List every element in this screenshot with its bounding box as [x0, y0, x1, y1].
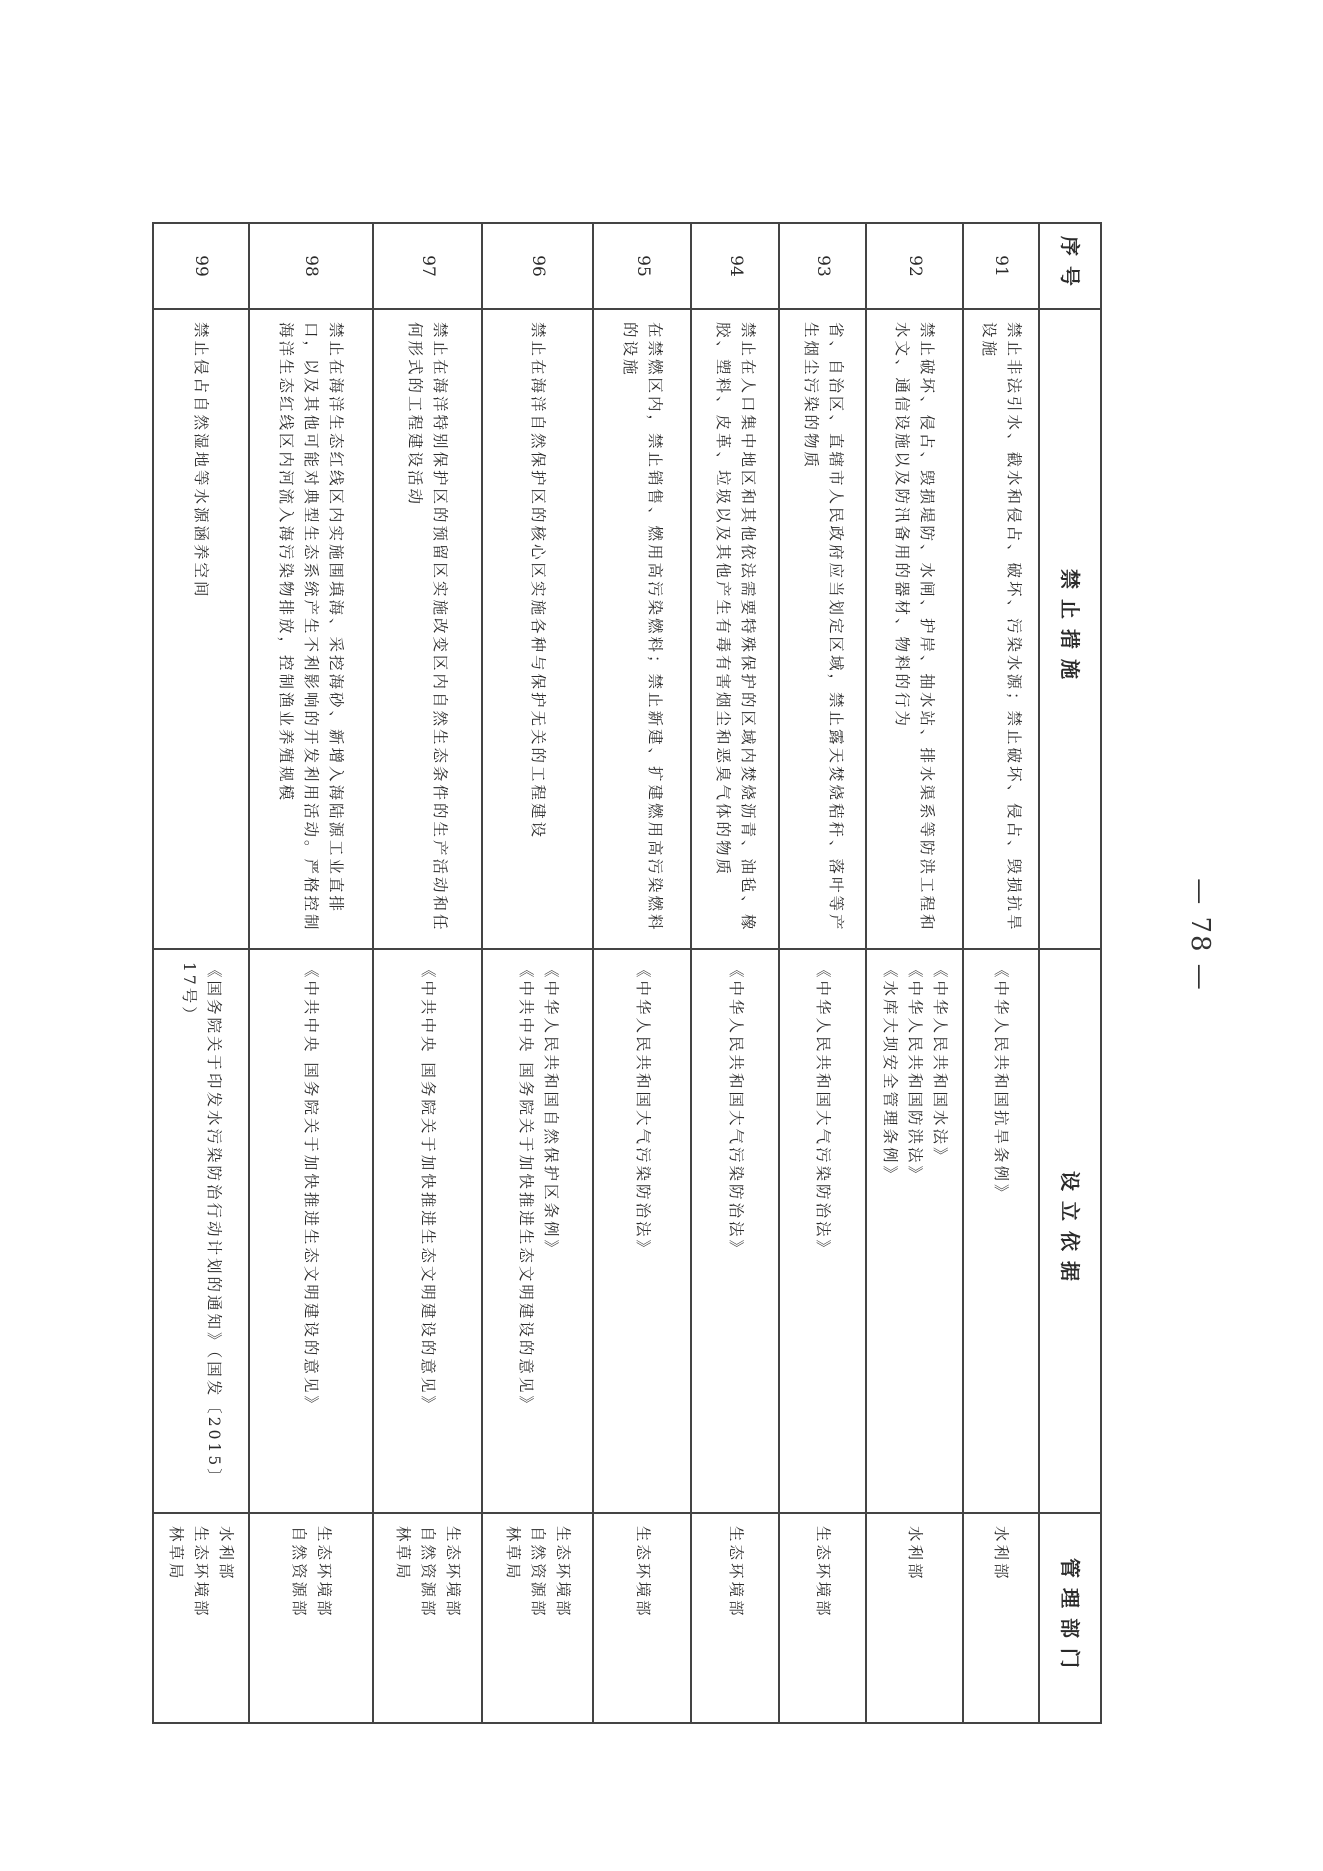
row-dept: 水利部 生态环境部 林草局	[153, 1513, 249, 1723]
row-basis: 《中共中央 国务院关于加快推进生态文明建设的意见》	[373, 949, 482, 1513]
row-basis: 《国务院关于印发水污染防治行动计划的通知》（国发〔2015〕17号）	[153, 949, 249, 1513]
row-measure: 省、自治区、直辖市人民政府应当划定区域，禁止露天焚烧秸秆、落叶等产生烟尘污染的物质	[779, 309, 866, 949]
header-dept: 管理部门	[1039, 1513, 1101, 1723]
row-basis: 《中华人民共和国抗旱条例》	[963, 949, 1039, 1513]
page-number: — 78 —	[1185, 878, 1215, 992]
row-dept: 生态环境部	[779, 1513, 866, 1723]
prohibition-table	[152, 222, 1102, 1724]
row-basis: 《中华人民共和国大气污染防治法》	[779, 949, 866, 1513]
row-dept: 水利部	[866, 1513, 963, 1723]
table-row	[866, 223, 963, 1723]
row-seq: 93	[779, 223, 866, 309]
table-row	[779, 223, 866, 1723]
row-seq: 91	[963, 223, 1039, 309]
row-dept: 生态环境部 自然资源部	[249, 1513, 373, 1723]
row-basis: 《中共中央 国务院关于加快推进生态文明建设的意见》	[249, 949, 373, 1513]
header-basis: 设立依据	[1039, 949, 1101, 1513]
row-measure: 禁止在海洋特别保护区的预留区实施改变区内自然生态条件的生产活动和任何形式的工程建设活动	[373, 309, 482, 949]
row-measure: 禁止在海洋自然保护区的核心区实施各种与保护无关的工程建设	[482, 309, 593, 949]
row-seq: 99	[153, 223, 249, 309]
row-seq: 97	[373, 223, 482, 309]
row-dept: 生态环境部 自然资源部 林草局	[482, 1513, 593, 1723]
table-row	[593, 223, 691, 1723]
header-seq: 序号	[1039, 223, 1101, 309]
row-basis: 《中华人民共和国水法》 《中华人民共和国防洪法》 《水库大坝安全管理条例》	[866, 949, 963, 1513]
table-row	[963, 223, 1039, 1723]
row-dept: 生态环境部	[593, 1513, 691, 1723]
row-basis: 《中华人民共和国大气污染防治法》	[691, 949, 779, 1513]
row-dept: 生态环境部	[691, 1513, 779, 1723]
row-measure: 禁止在人口集中地区和其他依法需要特殊保护的区域内焚烧沥青、油毡、橡胶、塑料、皮革、垃圾以及其他产生有毒有害烟尘和恶臭气体的物质	[691, 309, 779, 949]
row-measure: 禁止破坏、侵占、毁损堤防、水闸、护岸、抽水站、排水渠系等防洪工程和水文、通信设施以及防汛备用的器材、物料的行为	[866, 309, 963, 949]
row-seq: 98	[249, 223, 373, 309]
row-dept: 生态环境部 自然资源部 林草局	[373, 1513, 482, 1723]
table-row	[153, 223, 249, 1723]
row-seq: 96	[482, 223, 593, 309]
row-measure: 在禁燃区内，禁止销售、燃用高污染燃料；禁止新建、扩建燃用高污染燃料的设施	[593, 309, 691, 949]
table-row	[482, 223, 593, 1723]
row-measure: 禁止在海洋生态红线区内实施围填海、采挖海砂、新增入海陆源工业直排口，以及其他可能对典型生态系统产生不利影响的开发利用活动。严格控制海洋生态红线区内河流入海污染物排放，控制渔业养殖规模	[249, 309, 373, 949]
table-row	[373, 223, 482, 1723]
header-measure: 禁止措施	[1039, 309, 1101, 949]
row-basis: 《中华人民共和国大气污染防治法》	[593, 949, 691, 1513]
table-row	[249, 223, 373, 1723]
row-seq: 95	[593, 223, 691, 309]
row-seq: 92	[866, 223, 963, 309]
row-basis: 《中华人民共和国自然保护区条例》 《中共中央 国务院关于加快推进生态文明建设的意见》	[482, 949, 593, 1513]
row-measure: 禁止侵占自然湿地等水源涵养空间	[153, 309, 249, 949]
row-measure: 禁止非法引水、截水和侵占、破坏、污染水源；禁止破坏、侵占、毁损抗旱设施	[963, 309, 1039, 949]
table-row	[691, 223, 779, 1723]
row-dept: 水利部	[963, 1513, 1039, 1723]
rotated-page-content	[152, 222, 1102, 1722]
row-seq: 94	[691, 223, 779, 309]
